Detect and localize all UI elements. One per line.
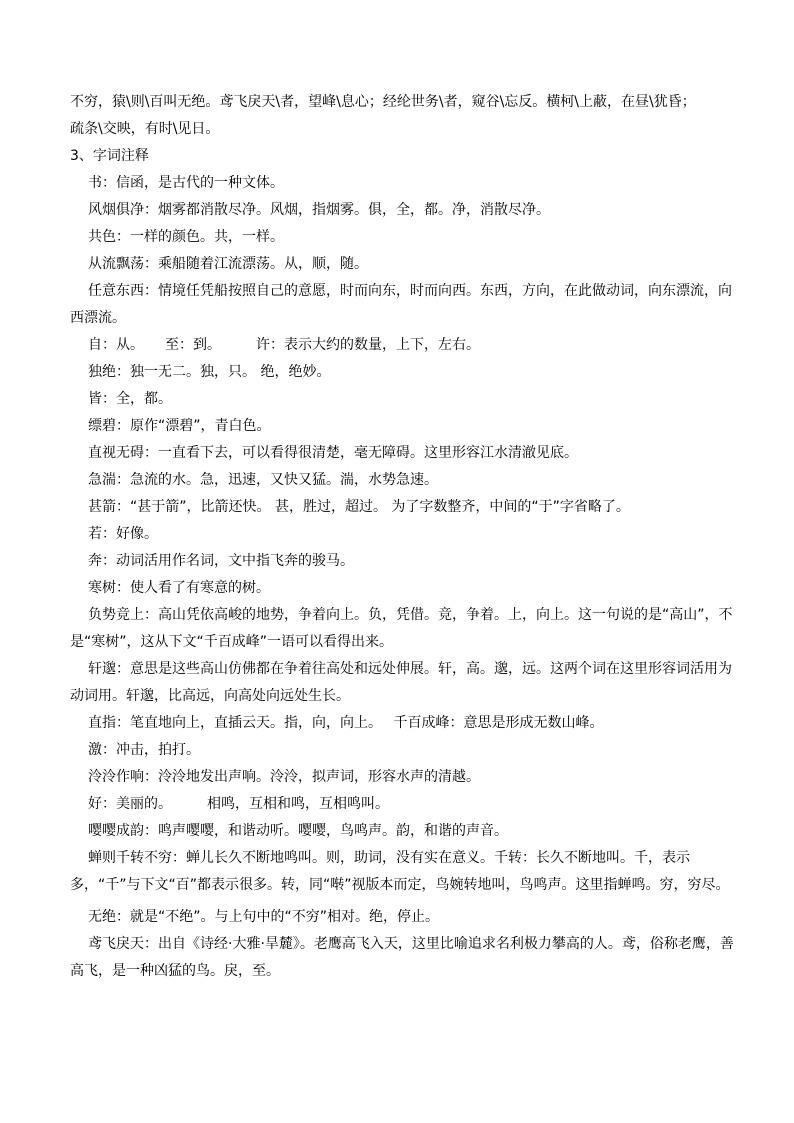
- note-item: 好：美丽的。 相鸣，互相和鸣，互相鸣叫。: [88, 796, 389, 812]
- note-item: 独绝：独一无二。独，只。 绝，绝妙。: [88, 364, 331, 380]
- intro-line: 不穷，猿\则\百叫无绝。鸢飞戾天\者，望峰\息心；经纶世务\者，窥谷\忘反。横柯\上蔽，在昼\犹昏；: [70, 94, 696, 110]
- intro-line: 疏条\交映，有时\见日。: [70, 121, 220, 137]
- note-item: 急湍：急流的水。急，迅速，又快又猛。湍，水势急速。: [88, 472, 438, 488]
- note-item: 鸢飞戾天：出自《诗经·大雅·旱麓》。老鹰高飞入天，这里比喻追求名利极力攀高的人。鸢，俗称老鹰，善高飞，是一种凶猛的鸟。戾，至。: [70, 936, 734, 979]
- note-item: 轩邈：意思是这些高山仿佛都在争着往高处和远处伸展。轩，高。邈，远。这两个词在这里形容词活用为动词用。轩邈，比高远，向高处向远处生长。: [70, 661, 732, 704]
- note-item: 激：冲击，拍打。: [88, 742, 200, 758]
- note-item: 奔：动词活用作名词，文中指飞奔的骏马。: [88, 553, 354, 569]
- note-item: 皆：全，都。: [88, 391, 172, 407]
- note-item: 自：从。 至：到。 许：表示大约的数量，上下，左右。: [88, 337, 480, 353]
- note-item: 寒树：使人看了有寒意的树。: [88, 580, 270, 596]
- note-item: 负势竞上：高山凭依高峻的地势，争着向上。负，凭借。竞，争着。上，向上。这一句说的是“高山”，不是“寒树”，这从下文“千百成峰”一语可以看得出来。: [70, 607, 733, 650]
- note-item: 嘤嘤成韵：鸣声嘤嘤，和谐动听。嘤嘤，鸟鸣声。韵，和谐的声音。: [88, 823, 508, 839]
- note-item: 蝉则千转不穷：蝉儿长久不断地鸣叫。则，助词，没有实在意义。千转：长久不断地叫。千，表示多，“千”与下文“百”都表示很多。转，同“啭”视版本而定，鸟婉转地叫，鸟鸣声。这里指蝉鸣。穷，穷尽。: [70, 850, 730, 893]
- notes-list: [70, 170, 738, 985]
- document-page: [70, 89, 738, 985]
- note-item: 若：好像。: [88, 526, 158, 542]
- note-item: 直指：笔直地向上，直插云天。指，向，向上。 千百成峰：意思是形成无数山峰。: [88, 715, 604, 731]
- note-item: 风烟俱净：烟雾都消散尽净。风烟，指烟雾。俱，全，都。净，消散尽净。: [88, 202, 550, 218]
- note-item: 书：信函，是古代的一种文体。: [88, 175, 284, 191]
- note-item: 甚箭：“甚于箭”，比箭还快。 甚，胜过，超过。 为了字数整齐，中间的“于”字省略了。: [88, 499, 630, 515]
- note-item: 共色：一样的颜色。共，一样。: [88, 229, 284, 245]
- note-item: 直视无碍：一直看下去，可以看得很清楚，毫无障碍。这里形容江水清澈见底。: [88, 445, 578, 461]
- note-item: 任意东西：情境任凭船按照自己的意愿，时而向东，时而向西。东西，方向，在此做动词，向东漂流，向西漂流。: [70, 283, 732, 326]
- note-item: 无绝：就是“不绝”。与上句中的“不穷”相对。绝，停止。: [88, 909, 440, 925]
- note-item: 泠泠作响：泠泠地发出声响。泠泠，拟声词，形容水声的清越。: [88, 769, 480, 785]
- section-title: 3、字词注释: [70, 148, 149, 164]
- note-item: 缥碧：原作“漂碧”，青白色。: [88, 418, 271, 434]
- note-item: 从流飘荡：乘船随着江流漂荡。从，顺，随。: [88, 256, 368, 272]
